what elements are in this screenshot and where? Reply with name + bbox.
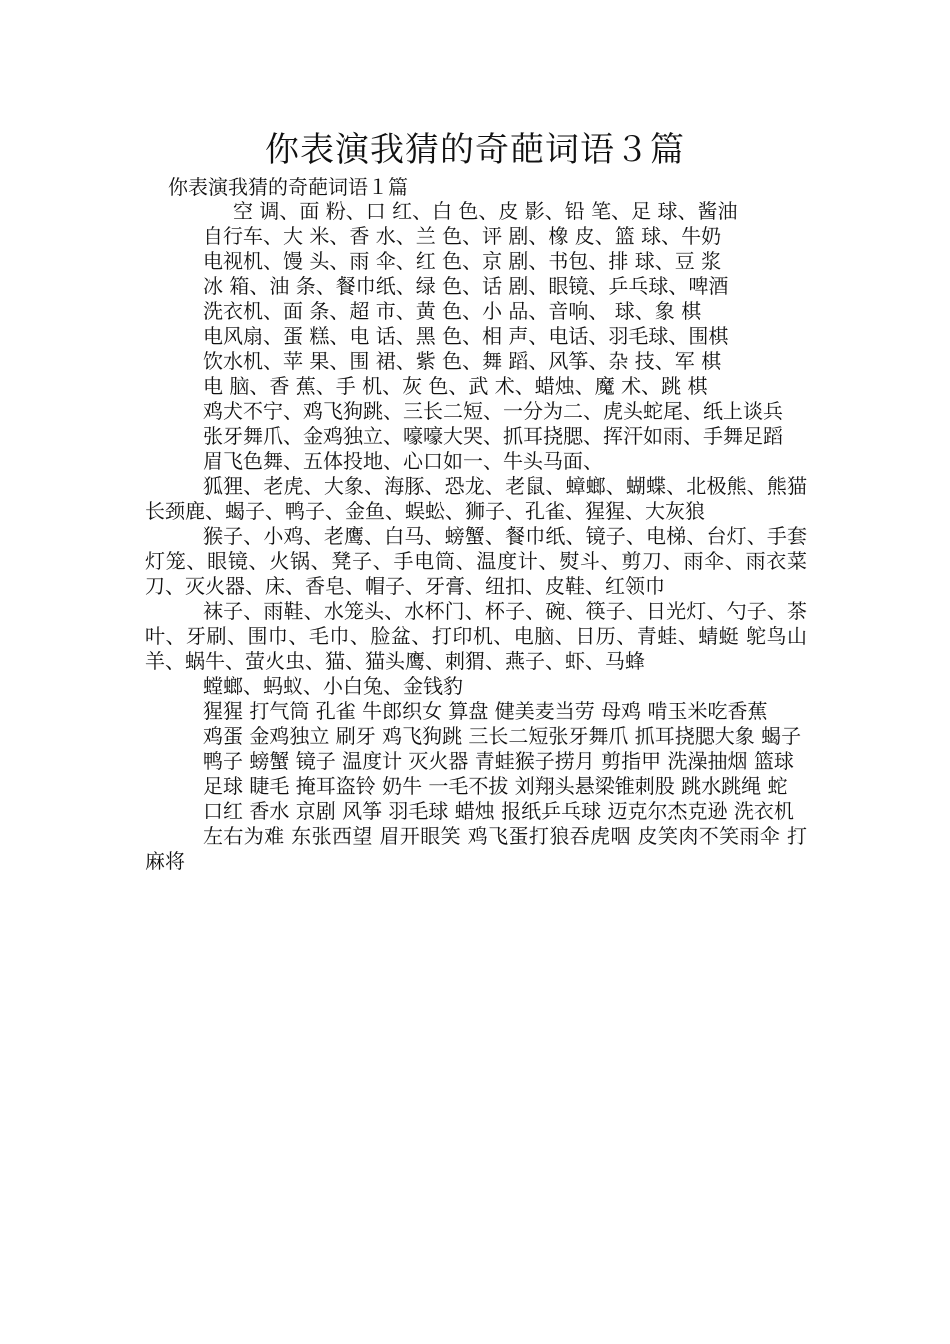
paragraph: 鸡犬不宁、鸡飞狗跳、三长二短、一分为二、虎头蛇尾、纸上谈兵 — [203, 399, 783, 423]
paragraph: 自行车、大 米、香 水、兰 色、评 剧、橡 皮、篮 球、牛奶 — [203, 224, 722, 248]
paragraph: 螳螂、蚂蚁、小白兔、金钱豹 — [203, 674, 463, 698]
paragraph: 鸭子 螃蟹 镜子 温度计 灭火器 青蛙猴子捞月 剪指甲 洗澡抽烟 篮球 — [203, 749, 794, 773]
paragraph: 猩猩 打气筒 孔雀 牛郎织女 算盘 健美麦当劳 母鸡 啃玉米吃香蕉 — [203, 699, 768, 723]
paragraph: 猴子、小鸡、老鹰、白马、螃蟹、餐巾纸、镜子、电梯、台灯、手套灯笼、眼镜、火锅、凳子、手电筒、温度计、熨斗、剪刀、雨伞、雨衣菜刀、灭火器、床、香皂、帽子、牙膏、纽扣、皮鞋、红领巾 — [145, 524, 807, 598]
paragraph: 左右为难 东张西望 眉开眼笑 鸡飞蛋打狼吞虎咽 皮笑肉不笑雨伞 打麻将 — [145, 824, 807, 873]
paragraph: 鸡蛋 金鸡独立 刷牙 鸡飞狗跳 三长二短张牙舞爪 抓耳挠腮大象 蝎子 — [203, 724, 802, 748]
paragraph: 电视机、馒 头、雨 伞、红 色、京 剧、书包、排 球、豆 浆 — [203, 249, 722, 273]
paragraph: 洗衣机、面 条、超 市、黄 色、小 品、音响、 球、象 棋 — [203, 299, 702, 323]
paragraph: 狐狸、老虎、大象、海豚、恐龙、老鼠、蟑螂、蝴蝶、北极熊、熊猫长颈鹿、蝎子、鸭子、金鱼、蜈蚣、狮子、孔雀、猩猩、大灰狼 — [145, 474, 807, 523]
document-title: 你表演我猜的奇葩词语３篇 — [265, 130, 685, 170]
paragraph: 足球 睫毛 掩耳盗铃 奶牛 一毛不拔 刘翔头悬梁锥刺股 跳水跳绳 蛇 — [203, 774, 788, 798]
paragraph: 空 调、面 粉、口 红、白 色、皮 影、铅 笔、足 球、酱油 — [233, 199, 738, 223]
paragraph: 口红 香水 京剧 风筝 羽毛球 蜡烛 报纸乒乓球 迈克尔杰克逊 洗衣机 — [203, 799, 794, 823]
paragraph: 冰 箱、油 条、餐巾纸、绿 色、话 剧、眼镜、乒乓球、啤酒 — [203, 274, 729, 298]
paragraph: 电风扇、蛋 糕、电 话、黑 色、相 声、电话、羽毛球、围棋 — [203, 324, 729, 348]
paragraph: 电 脑、香 蕉、手 机、灰 色、武 术、蜡烛、魔 术、跳 棋 — [203, 374, 708, 398]
paragraph: 袜子、雨鞋、水笼头、水杯门、杯子、碗、筷子、日光灯、勺子、茶叶、牙刷、围巾、毛巾、脸盆、打印机、电脑、日历、青蛙、蜻蜓 鸵鸟山羊、蜗牛、萤火虫、猫、猫头鹰、刺猬、燕子、虾、马蜂 — [145, 599, 807, 673]
paragraph: 眉飞色舞、五体投地、心口如一、牛头马面、 — [203, 449, 603, 473]
paragraph: 张牙舞爪、金鸡独立、嚎嚎大哭、抓耳挠腮、挥汗如雨、手舞足蹈 — [203, 424, 783, 448]
document-body — [145, 199, 807, 874]
document-subtitle: 你表演我猜的奇葩词语１篇 — [168, 175, 408, 199]
paragraph: 饮水机、苹 果、围 裙、紫 色、舞 蹈、风筝、杂 技、军 棋 — [203, 349, 722, 373]
